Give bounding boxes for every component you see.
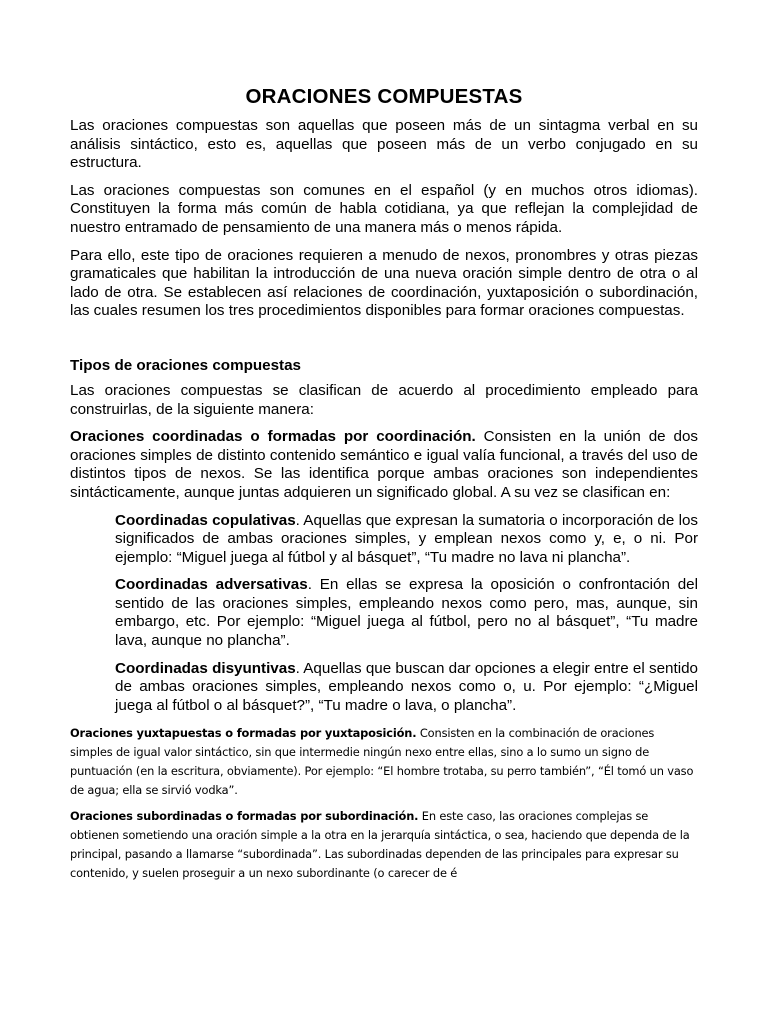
page-title: ORACIONES COMPUESTAS: [245, 85, 523, 108]
subtype-text: . Aquellas que expresan la sumatoria o incorporación de los significados de ambas oraciones simples, y emplean nexos como y, e, o ni. Por ejemplo: “Miguel juega al fútbol y al básquet”, “Tu madre no lava ni plancha”.: [115, 511, 698, 566]
subtype-text: . En ellas se expresa la oposición o confrontación del sentido de las oraciones simples, empleando nexos como pero, mas, aunque, sin embargo, etc. Por ejemplo: “Miguel juega al fútbol, pero no al básquet”, “Tu madre lava, aunque no plancha”.: [115, 576, 698, 650]
subtype-disyuntivas: [115, 660, 698, 716]
subtype-adversativas: [115, 576, 698, 650]
yuxtapuestas-text: Consisten en la combinación de oraciones simples de igual valor sintáctico, sin que intermedie ningún nexo entre ellas, sino a lo sumo un signo de puntuación (en la escritura, obviamente). Por ejemplo: “El hombre trotaba, su perro también”, “Él tomó un vaso de agua; ella se sirvió vodka”.: [70, 726, 694, 798]
document-page: [70, 85, 698, 890]
subordinadas-paragraph: [70, 807, 698, 883]
subordinadas-text: En este caso, las oraciones complejas se obtienen sometiendo una oración simple a la otra en la jerarquía sintáctica, o sea, haciendo que dependa de la principal, pasando a llamarse “subordinada”. Las subordinadas dependen de las principales para expresar su contenido, y suelen proseguir a un nexo subordinante (o carecer de é: [70, 809, 690, 881]
subordinadas-term: Oraciones subordinadas o formadas por subordinación.: [70, 809, 419, 824]
subtype-copulativas: [115, 512, 698, 568]
section-heading: Tipos de oraciones compuestas: [70, 356, 301, 374]
subtype-term: Coordinadas copulativas: [115, 511, 296, 529]
coordinadas-text: Consisten en la unión de dos oraciones simples de distinto contenido semántico e igual valía funcional, a través del uso de distintos tipos de nexos. Se las identifica porque ambas oraciones son independientes sintácticamente, aunque juntas adquieren un significado global. A su vez se clasifican en:: [70, 428, 698, 501]
yuxtapuestas-paragraph: [70, 724, 698, 800]
intro-paragraph-3: Para ello, este tipo de oraciones requieren a menudo de nexos, pronombres y otras piezas gramaticales que habilitan la introducción de una nueva oración simple dentro de otra o al lado de otra. Se establecen así relaciones de coordinación, yuxtaposición o subordinación, las cuales resumen los tres procedimientos disponibles para formar oraciones compuestas.: [70, 246, 698, 320]
section-intro: Las oraciones compuestas se clasifican de acuerdo al procedimiento empleado para construirlas, de la siguiente manera:: [70, 381, 698, 418]
coordinadas-term: Oraciones coordinadas o formadas por coordinación.: [70, 428, 476, 446]
intro-paragraph-2: Las oraciones compuestas son comunes en el español (y en muchos otros idiomas). Constituyen la forma más común de habla cotidiana, ya que reflejan la complejidad de nuestro entramado de pensamiento de una manera más o menos rápida.: [70, 181, 698, 236]
coordinadas-paragraph: [70, 428, 698, 502]
subtype-term: Coordinadas adversativas: [115, 576, 308, 594]
subtype-text: . Aquellas que buscan dar opciones a elegir entre el sentido de ambas oraciones simples, empleando nexos como o, u. Por ejemplo: “¿Miguel juega al fútbol o al básquet?”, “Tu madre o lava, o plancha”.: [115, 659, 698, 714]
subtype-term: Coordinadas disyuntivas: [115, 659, 296, 677]
yuxtapuestas-term: Oraciones yuxtapuestas o formadas por yuxtaposición.: [70, 726, 417, 741]
intro-paragraph-1: Las oraciones compuestas son aquellas que poseen más de un sintagma verbal en su análisis sintáctico, esto es, aquellas que poseen más de un verbo conjugado en su estructura.: [70, 117, 698, 172]
